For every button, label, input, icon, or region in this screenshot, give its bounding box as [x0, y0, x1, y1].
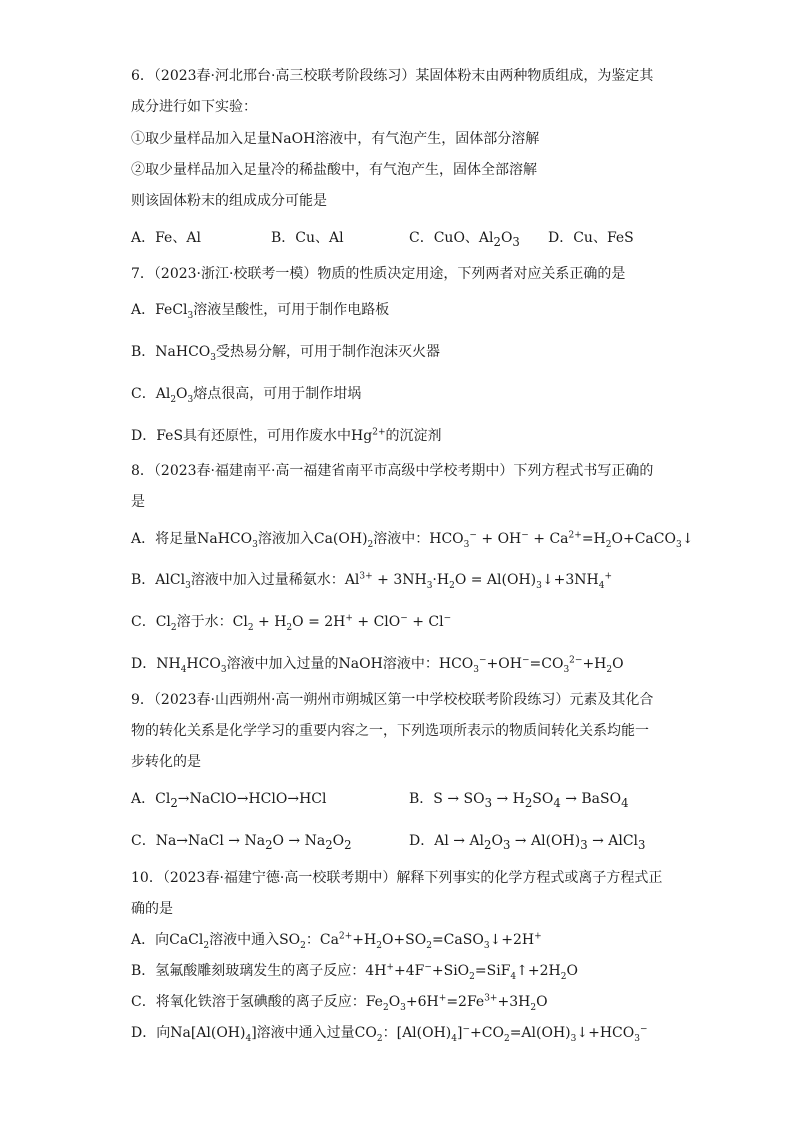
q8-option-b-mid: 溶液中加入过量稀氨水：: [190, 572, 345, 588]
q7-option-c-text: 熔点很高，可用于制作坩埚: [193, 386, 362, 402]
q8-option-d-label: D．NH: [131, 656, 181, 672]
q10-stem-line1: 10．（2023春·福建宁德·高一校联考期中）解释下列事实的化学方程式或离子方程式正: [131, 870, 663, 886]
q8-option-d: D．$NH_4HCO_3$溶液中加入过量的NaOH溶液中：$HCO_3^-+OH^-=CO_3^{2-}+H_2O$: [131, 655, 624, 675]
q9-stem-line1: 9．（2023春·山西朔州·高一朔州市朔城区第一中学校校联考阶段练习）元素及其化合: [131, 692, 654, 708]
q9-option-b: B．$S \to SO_3 \to H_2SO_4$ → BaSO$_4$: [409, 791, 629, 810]
q6-stem-line2: 成分进行如下实验：: [131, 99, 257, 115]
q6-option-d: D．Cu、FeS: [548, 230, 634, 246]
q10-option-a: A．向CaCl$_2$溶液中通入$SO_2$：$Ca^{2+}+H_2O+SO_2=CaSO_3↓+2H^+$: [131, 931, 542, 951]
q10-option-b-label: B．氢氟酸雕刻玻璃发生的离子反应：: [131, 963, 366, 979]
q6-question: 则该固体粉末的组成成分可能是: [131, 193, 327, 209]
q8-option-b: B．AlCl$_3$溶液中加入过量稀氨水：$Al^{3+} + 3NH_3\cdot H_2O$ = $Al(OH)_3↓+3NH_4^+$: [131, 571, 612, 591]
q7-option-d-text1: D．FeS具有还原性，可用作废水中Hg: [131, 428, 373, 444]
q10-option-c: C．将氧化铁溶于氢碘酸的离子反应：$Fe_2O_3+6H^+=2Fe^{3+}+3H_2O$: [131, 993, 548, 1013]
q6-option-b: B．Cu、Al: [271, 230, 344, 246]
q8-stem-line2: 是: [131, 494, 145, 510]
q8-option-a-label: A．将足量: [131, 531, 198, 547]
q10-option-b: B．氢氟酸雕刻玻璃发生的离子反应：$4H^++4F^-+SiO_2=SiF_4↑+2H_2O$: [131, 962, 578, 982]
q7-stem: 7．（2023·浙江·校联考一模）物质的性质决定用途，下列两者对应关系正确的是: [131, 266, 626, 282]
q10-option-c-label: C．将氧化铁溶于氢碘酸的离子反应：: [131, 994, 366, 1010]
q8-option-b-label: B．AlCl: [131, 572, 186, 588]
q10-option-a-mid: 溶液中通入SO: [209, 932, 301, 948]
q9-stem-line2: 物的转化关系是化学学习的重要内容之一，下列选项所表示的物质间转化关系均能一: [131, 723, 649, 739]
q6-option-a: A．Fe、Al: [131, 230, 201, 246]
q7-option-b: B．NaHCO$_3$受热易分解，可用于制作泡沫灭火器: [131, 344, 441, 363]
q9-option-d: D．$Al \to Al_2O_3 \to Al(OH)_3$ → AlCl$_3$: [409, 833, 646, 852]
q6-stem-line1: 6．（2023春·河北邢台·高三校联考阶段练习）某固体粉末由两种物质组成，为鉴定其: [131, 68, 654, 84]
q9-option-c: C．Na→NaCl → $Na_2O \to Na_2O_2$: [131, 833, 352, 852]
q6-step2: ②取少量样品加入足量冷的稀盐酸中，有气泡产生，固体全部溶解: [131, 162, 537, 178]
q8-option-a: A．将足量NaHCO$_3$溶液加入$Ca(OH)_2$溶液中：$HCO_3^- + OH^-$ + $Ca^{2+}=H_2O+CaCO_3↓$: [131, 530, 694, 550]
q7-option-b-text: 受热易分解，可用于制作泡沫灭火器: [216, 344, 441, 360]
q10-option-d-label: D．向Na[Al(OH): [131, 1025, 246, 1041]
q6-step1: ①取少量样品加入足量NaOH溶液中，有气泡产生，固体部分溶解: [131, 131, 540, 147]
q8-option-a-mid2: 溶液中：: [373, 531, 430, 547]
q8-option-a-mid: 溶液加入: [257, 531, 314, 547]
q7-option-a: A．FeCl$_3$溶液呈酸性，可用于制作电路板: [131, 302, 390, 321]
q6-option-c: C．CuO、$Al_2O_3$: [409, 230, 520, 249]
q8-option-c-text: 溶于水：: [176, 614, 233, 630]
q6-option-c-prefix: C．CuO、: [409, 230, 479, 246]
q9-stem-line3: 步转化的是: [131, 754, 201, 770]
q7-option-d-text2: 的沉淀剂: [385, 428, 442, 444]
q7-option-d: D．FeS具有还原性，可用作废水中$Hg^{2+}$的沉淀剂: [131, 427, 442, 444]
q8-stem-line1: 8．（2023春·福建南平·高一福建省南平市高级中学校考期中）下列方程式书写正确的: [131, 463, 654, 479]
q7-option-a-text: 溶液呈酸性，可用于制作电路板: [193, 302, 390, 318]
q8-option-d-mid: 溶液中加入过量的NaOH溶液中：: [226, 656, 439, 672]
q10-stem-line2: 确的是: [131, 901, 173, 917]
q7-option-c: C．$Al_2O_3$熔点很高，可用于制作坩埚: [131, 386, 362, 405]
q10-option-d-mid: ]溶液中通入过量CO: [251, 1025, 377, 1041]
q9-option-a: A．$Cl_2\to NaClO\to HClO\to HCl$: [131, 791, 327, 810]
q10-option-d: D．向$Na[Al(OH)_4]$溶液中通入过量$CO_2$：$[Al(OH)_4]^-+CO_2=Al(OH)_3↓+HCO_3^-$: [131, 1024, 648, 1044]
q8-option-c: C．$Cl_2$溶于水：$Cl_2 + H_2O = 2H^+ + ClO^- + Cl^-$: [131, 613, 452, 633]
q10-option-a-label: A．向CaCl: [131, 932, 204, 948]
